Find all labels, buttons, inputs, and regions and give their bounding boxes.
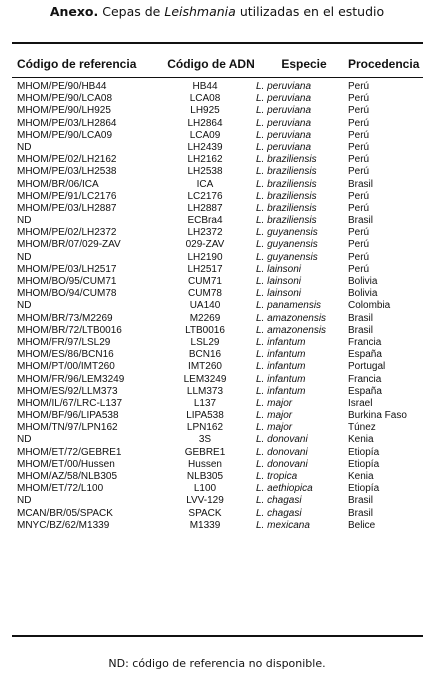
- cell-reference-code: MHOM/BO/94/CUM78: [17, 288, 117, 300]
- table-row: [0, 93, 434, 105]
- cell-dna-code: LC2176: [187, 190, 223, 202]
- table-row: [0, 313, 434, 325]
- cell-dna-code: LVV-129: [186, 495, 224, 507]
- cell-species: L. infantum: [256, 361, 306, 373]
- cell-species: L. amazonensis: [256, 324, 327, 336]
- cell-origin: Perú: [348, 202, 370, 214]
- caption-text-pre: Cepas de: [102, 4, 161, 19]
- cell-reference-code: MHOM/ES/92/LLM373: [17, 385, 118, 397]
- cell-dna-code: M2269: [189, 312, 221, 324]
- header-reference-code: Código de referencia: [17, 57, 137, 71]
- cell-species: L. peruviana: [256, 105, 312, 117]
- cell-origin: Perú: [348, 141, 370, 153]
- cell-origin: España: [348, 385, 382, 397]
- cell-origin: Perú: [348, 154, 370, 166]
- cell-species: L. braziliensis: [256, 202, 317, 214]
- cell-dna-code: ICA: [196, 178, 214, 190]
- cell-species: L. infantum: [256, 373, 306, 385]
- cell-species: L. major: [256, 410, 293, 422]
- cell-reference-code: MHOM/PE/03/LH2538: [17, 166, 117, 178]
- cell-dna-code: IMT260: [188, 361, 222, 373]
- cell-reference-code: MHOM/PE/91/LC2176: [17, 190, 117, 202]
- cell-reference-code: ND: [17, 251, 32, 263]
- cell-dna-code: ECBra4: [187, 215, 223, 227]
- cell-dna-code: LH2190: [187, 251, 223, 263]
- table-row: [0, 154, 434, 166]
- table-row: [0, 276, 434, 288]
- table-row: [0, 215, 434, 227]
- cell-species: L. panamensis: [256, 300, 322, 312]
- cell-reference-code: MHOM/ET/00/Hussen: [17, 458, 115, 470]
- cell-reference-code: MHOM/PE/90/LCA08: [17, 93, 113, 105]
- cell-reference-code: MHOM/PE/90/LCA09: [17, 129, 113, 141]
- cell-dna-code: LPN162: [186, 422, 224, 434]
- cell-species: L. aethiopica: [256, 483, 313, 495]
- cell-reference-code: MHOM/PE/02/LH2162: [17, 154, 117, 166]
- cell-reference-code: MHOM/PE/90/LH925: [17, 105, 111, 117]
- caption-label: Anexo.: [49, 4, 99, 19]
- cell-dna-code: LSL29: [190, 336, 220, 348]
- cell-dna-code: NLB305: [186, 471, 224, 482]
- cell-species: L. guyanensis: [256, 239, 318, 251]
- cell-origin: Túnez: [348, 422, 376, 434]
- table-bottom-rule: [12, 635, 423, 637]
- cell-species: L. mexicana: [256, 519, 310, 531]
- cell-origin: España: [348, 349, 382, 361]
- cell-species: L. braziliensis: [256, 190, 317, 202]
- table-top-rule: [12, 42, 423, 44]
- table-row: [0, 81, 434, 93]
- cell-dna-code: LH2439: [187, 141, 223, 153]
- footnote: ND: código de referencia no disponible.: [108, 657, 326, 670]
- cell-species: L. chagasi: [256, 507, 302, 519]
- cell-dna-code: L137: [193, 397, 217, 409]
- table-row: [0, 300, 434, 312]
- cell-species: L. guyanensis: [256, 227, 318, 239]
- cell-origin: Perú: [348, 129, 370, 141]
- table-row: [0, 118, 434, 130]
- cell-origin: Kenia: [348, 471, 374, 482]
- table-row: [0, 520, 434, 532]
- cell-reference-code: ND: [17, 495, 32, 507]
- cell-reference-code: MNYC/BZ/62/M1339: [17, 519, 110, 531]
- cell-origin: Brasil: [348, 507, 374, 519]
- table-caption: [0, 4, 434, 19]
- cell-origin: Perú: [348, 227, 370, 239]
- table-row: [0, 191, 434, 203]
- cell-origin: Perú: [348, 93, 370, 105]
- cell-species: L. infantum: [256, 385, 306, 397]
- cell-species: L. lainsoni: [256, 288, 302, 300]
- cell-species: L. guyanensis: [256, 251, 318, 263]
- cell-dna-code: UA140: [189, 300, 221, 312]
- cell-origin: Etiopía: [348, 458, 380, 470]
- cell-species: L. braziliensis: [256, 154, 317, 166]
- cell-origin: Kenia: [348, 434, 374, 446]
- table-row: [0, 166, 434, 178]
- cell-dna-code: 029-ZAV: [185, 239, 225, 251]
- cell-species: L. peruviana: [256, 141, 312, 153]
- cell-dna-code: LLM373: [186, 385, 224, 397]
- cell-origin: Etiopía: [348, 446, 380, 458]
- table-row: [0, 361, 434, 373]
- cell-reference-code: ND: [17, 215, 32, 227]
- cell-dna-code: LCA08: [189, 93, 221, 105]
- cell-reference-code: MHOM/BO/95/CUM71: [17, 276, 117, 287]
- cell-species: L. major: [256, 397, 293, 409]
- cell-origin: Portugal: [348, 361, 386, 373]
- cell-dna-code: LH2162: [187, 154, 223, 166]
- cell-dna-code: LEM3249: [183, 373, 227, 385]
- table-row: [0, 105, 434, 117]
- cell-origin: Brasil: [348, 178, 374, 190]
- cell-species: L. major: [256, 422, 293, 434]
- cell-reference-code: ND: [17, 300, 32, 312]
- cell-reference-code: MHOM/ET/72/GEBRE1: [17, 446, 122, 458]
- cell-dna-code: LH2372: [187, 227, 223, 239]
- cell-reference-code: MHOM/PE/03/LH2887: [17, 202, 117, 214]
- cell-origin: Perú: [348, 190, 370, 202]
- cell-dna-code: LH2864: [187, 117, 223, 129]
- table-row: [0, 252, 434, 264]
- table-row: [0, 459, 434, 471]
- cell-reference-code: MHOM/BR/06/ICA: [17, 178, 99, 190]
- cell-species: L. lainsoni: [256, 263, 302, 275]
- table-row: [0, 130, 434, 142]
- cell-origin: Bolivia: [348, 276, 378, 287]
- cell-reference-code: MHOM/FR/97/LSL29: [17, 336, 111, 348]
- cell-reference-code: MHOM/ES/86/BCN16: [17, 349, 114, 361]
- cell-reference-code: MHOM/BR/73/M2269: [17, 312, 113, 324]
- cell-origin: Brasil: [348, 312, 374, 324]
- cell-reference-code: ND: [17, 141, 32, 153]
- table-row: [0, 349, 434, 361]
- cell-dna-code: LH2517: [187, 263, 223, 275]
- cell-origin: Francia: [348, 336, 382, 348]
- table-row: [0, 422, 434, 434]
- cell-reference-code: MCAN/BR/05/SPACK: [17, 507, 113, 519]
- table-row: [0, 447, 434, 459]
- cell-dna-code: HB44: [192, 81, 218, 92]
- table-header-row: [0, 57, 434, 71]
- table-row: [0, 325, 434, 337]
- table-row: [0, 179, 434, 191]
- table-row: [0, 386, 434, 398]
- cell-dna-code: LH2538: [187, 166, 223, 178]
- cell-dna-code: LH2887: [187, 202, 223, 214]
- table-row: [0, 508, 434, 520]
- cell-reference-code: MHOM/AZ/58/NLB305: [17, 471, 118, 482]
- cell-species: L. braziliensis: [256, 166, 317, 178]
- cell-species: L. donovani: [256, 446, 308, 458]
- cell-origin: Francia: [348, 373, 382, 385]
- cell-origin: Perú: [348, 117, 370, 129]
- table-row: [0, 495, 434, 507]
- cell-origin: Belice: [348, 519, 376, 531]
- header-species: Especie: [281, 57, 327, 71]
- cell-origin: Perú: [348, 105, 370, 117]
- table-row: [0, 264, 434, 276]
- cell-species: L. braziliensis: [256, 215, 317, 227]
- cell-reference-code: MHOM/PE/03/LH2864: [17, 117, 117, 129]
- cell-dna-code: LH925: [190, 105, 220, 117]
- cell-species: L. lainsoni: [256, 276, 302, 287]
- cell-species: L. amazonensis: [256, 312, 327, 324]
- table-row: [0, 337, 434, 349]
- table-body: [0, 81, 434, 532]
- cell-reference-code: MHOM/PE/03/LH2517: [17, 263, 117, 275]
- cell-reference-code: MHOM/PE/90/HB44: [17, 81, 107, 92]
- cell-species: L. peruviana: [256, 93, 312, 105]
- cell-origin: Perú: [348, 81, 370, 92]
- table-row: [0, 410, 434, 422]
- cell-species: L. donovani: [256, 434, 308, 446]
- table-row: [0, 227, 434, 239]
- cell-dna-code: CUM71: [188, 276, 222, 287]
- cell-dna-code: LIPA538: [186, 410, 224, 422]
- table-row: [0, 374, 434, 386]
- cell-reference-code: ND: [17, 434, 32, 446]
- table-row: [0, 203, 434, 215]
- cell-origin: Perú: [348, 251, 370, 263]
- cell-species: L. chagasi: [256, 495, 302, 507]
- table-row: [0, 483, 434, 495]
- table-row: [0, 288, 434, 300]
- cell-origin: Perú: [348, 239, 370, 251]
- cell-origin: Burkina Faso: [348, 410, 407, 422]
- table-header-rule: [12, 77, 423, 78]
- cell-species: L. peruviana: [256, 81, 312, 92]
- caption-genus: Leishmania: [164, 4, 236, 19]
- table-row: [0, 398, 434, 410]
- cell-origin: Brasil: [348, 495, 374, 507]
- cell-dna-code: M1339: [189, 519, 221, 531]
- cell-reference-code: MHOM/IL/67/LRC-L137: [17, 397, 123, 409]
- cell-origin: Etiopía: [348, 483, 380, 495]
- cell-dna-code: LTB0016: [185, 324, 225, 336]
- header-dna-code: Código de ADN: [167, 57, 255, 71]
- cell-origin: Colombia: [348, 300, 391, 312]
- cell-origin: Perú: [348, 263, 370, 275]
- table-row: [0, 239, 434, 251]
- cell-origin: Bolivia: [348, 288, 378, 300]
- cell-reference-code: MHOM/ET/72/L100: [17, 483, 104, 495]
- cell-reference-code: MHOM/BR/07/029-ZAV: [17, 239, 121, 251]
- cell-dna-code: L100: [193, 483, 217, 495]
- cell-dna-code: LCA09: [189, 129, 221, 141]
- cell-dna-code: BCN16: [188, 349, 222, 361]
- cell-reference-code: MHOM/FR/96/LEM3249: [17, 373, 125, 385]
- cell-species: L. braziliensis: [256, 178, 317, 190]
- cell-origin: Perú: [348, 166, 370, 178]
- cell-reference-code: MHOM/PE/02/LH2372: [17, 227, 117, 239]
- cell-species: L. peruviana: [256, 117, 312, 129]
- cell-dna-code: GEBRE1: [184, 446, 226, 458]
- cell-species: L. infantum: [256, 349, 306, 361]
- cell-species: L. infantum: [256, 336, 306, 348]
- cell-dna-code: SPACK: [188, 507, 222, 519]
- header-origin: Procedencia: [348, 57, 420, 71]
- cell-dna-code: CUM78: [188, 288, 222, 300]
- cell-species: L. tropica: [256, 471, 298, 482]
- table-row: [0, 142, 434, 154]
- cell-reference-code: MHOM/PT/00/IMT260: [17, 361, 115, 373]
- table-row: [0, 471, 434, 483]
- cell-reference-code: MHOM/BF/96/LIPA538: [17, 410, 119, 422]
- cell-species: L. donovani: [256, 458, 308, 470]
- cell-species: L. peruviana: [256, 129, 312, 141]
- table-row: [0, 434, 434, 446]
- cell-dna-code: Hussen: [188, 458, 222, 470]
- cell-origin: Brasil: [348, 215, 374, 227]
- caption-text-post: utilizadas en el estudio: [239, 4, 385, 19]
- cell-reference-code: MHOM/BR/72/LTB0016: [17, 324, 122, 336]
- cell-origin: Brasil: [348, 324, 374, 336]
- cell-origin: Israel: [348, 397, 373, 409]
- cell-dna-code: 3S: [198, 434, 212, 446]
- cell-reference-code: MHOM/TN/97/LPN162: [17, 422, 118, 434]
